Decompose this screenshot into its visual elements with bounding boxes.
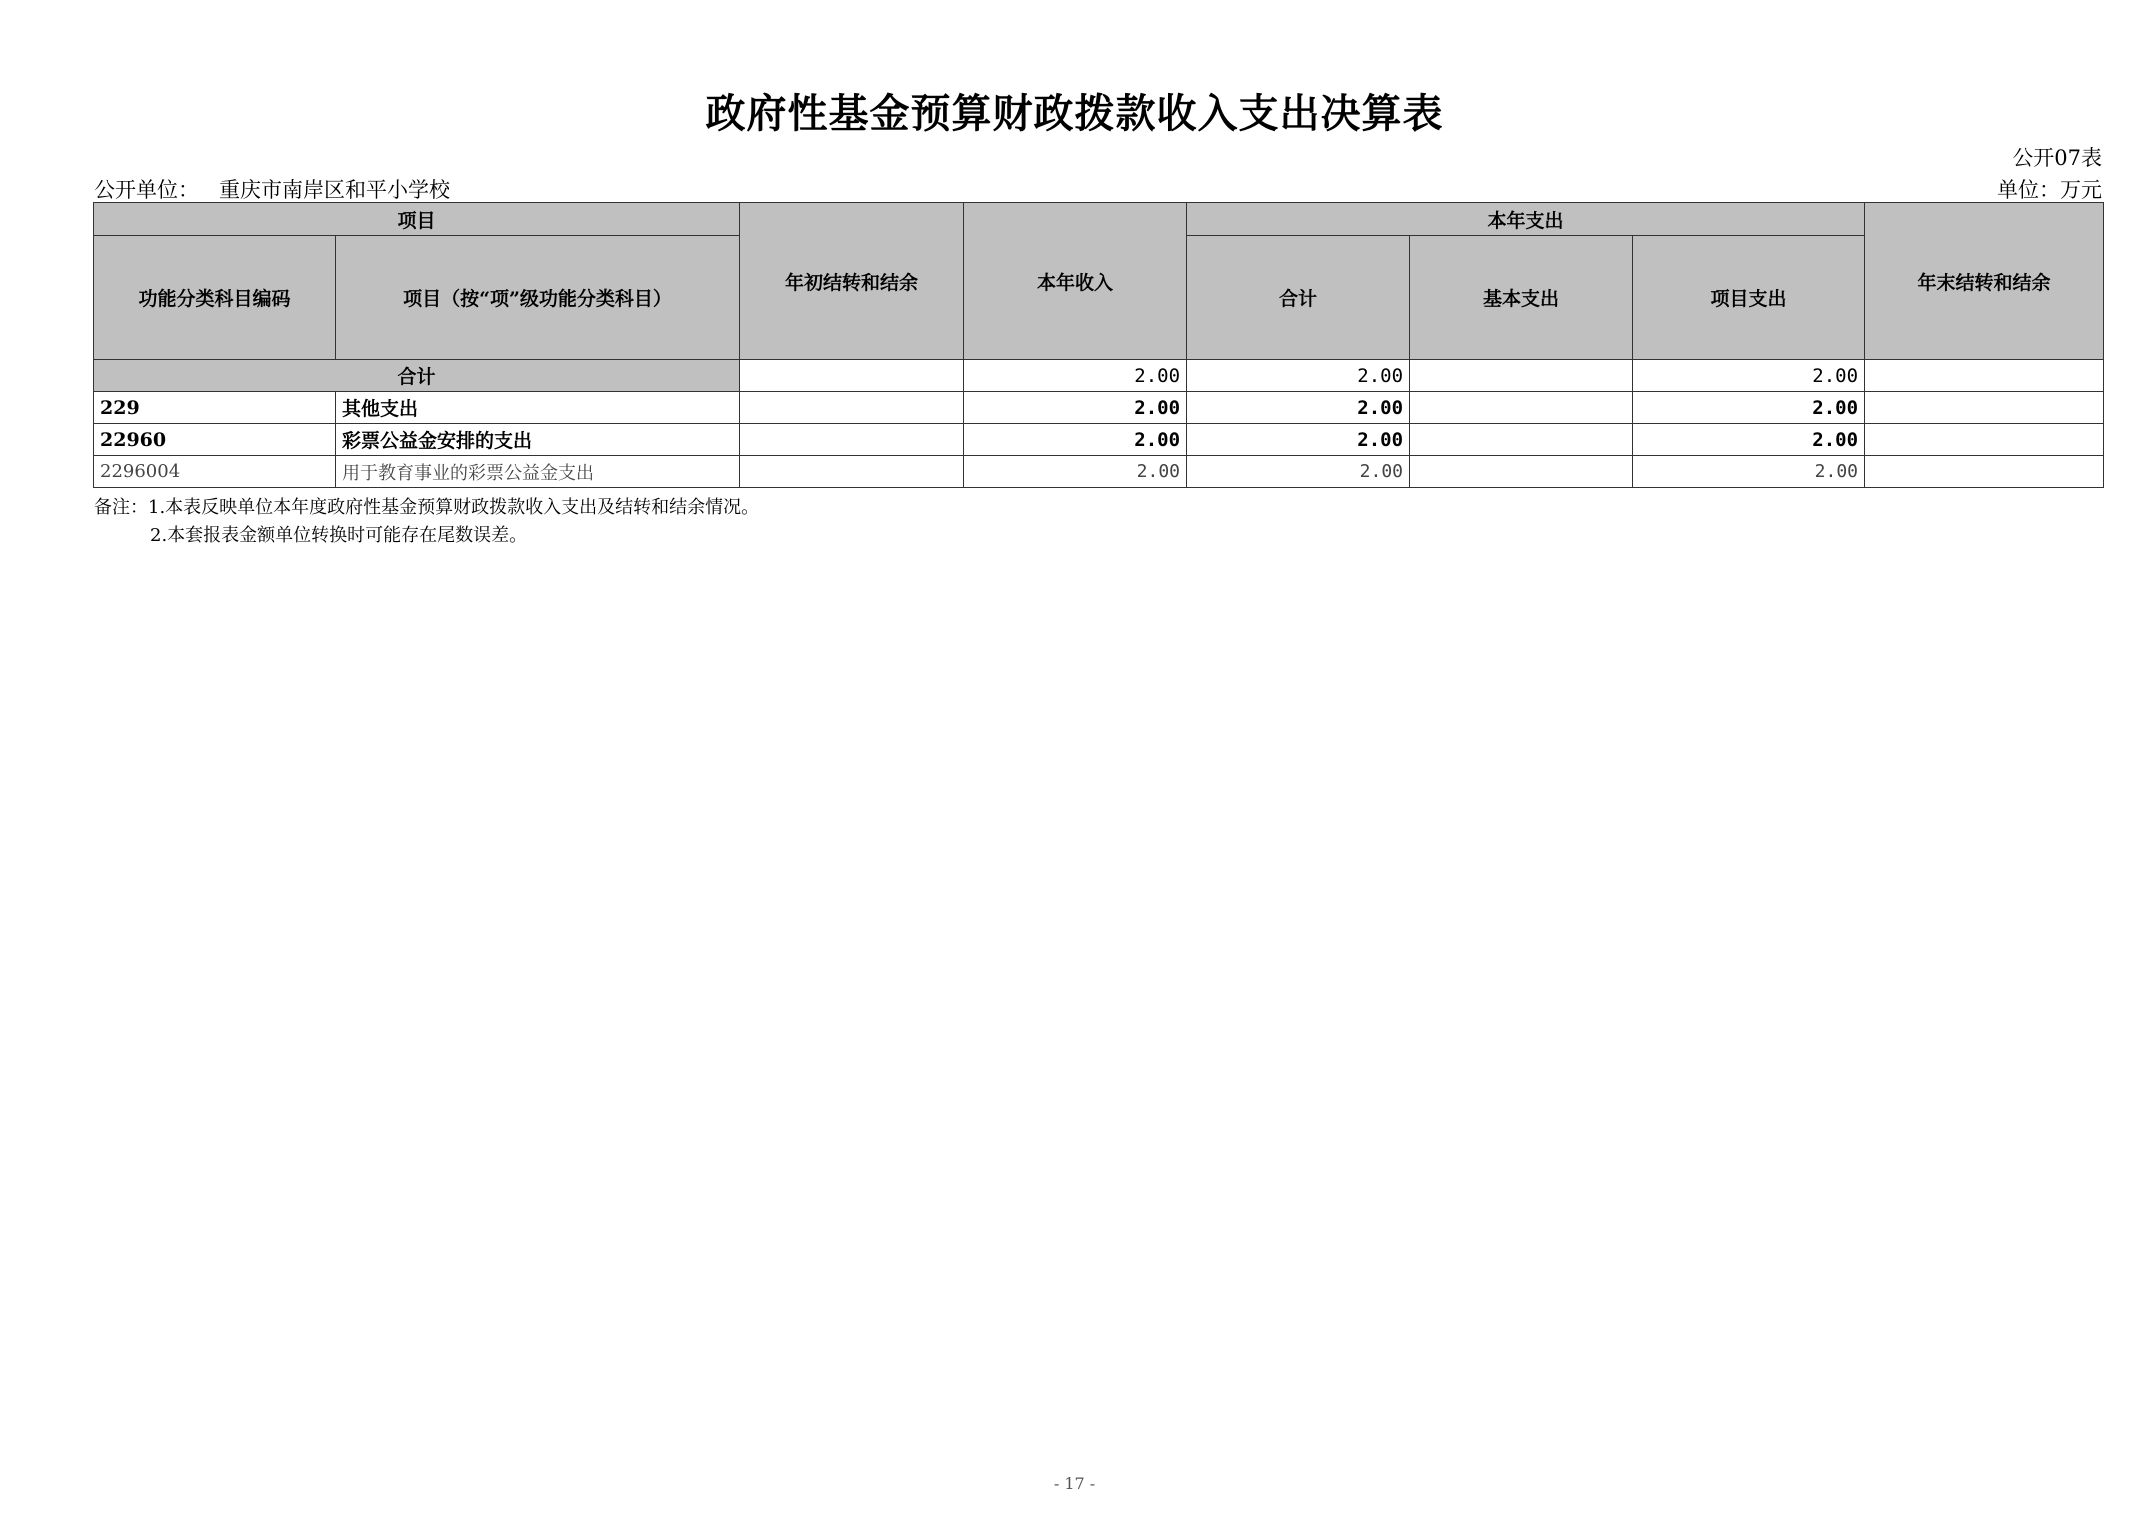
header-name: 项目（按“项”级功能分类科目）: [336, 236, 740, 360]
row-name: 彩票公益金安排的支出: [336, 424, 740, 456]
header-carryover-begin: 年初结转和结余: [740, 203, 964, 360]
header-expense-group: 本年支出: [1187, 203, 1865, 236]
total-exp-project: 2.00: [1633, 360, 1865, 392]
note-line-1: 备注：1.本表反映单位本年度政府性基金预算财政拨款收入支出及结转和结余情况。: [94, 497, 760, 518]
row-exp-project: 2.00: [1633, 392, 1865, 424]
header-code: 功能分类科目编码: [94, 236, 336, 360]
form-number: 公开07表: [2012, 146, 2102, 170]
total-exp-basic: [1410, 360, 1633, 392]
row-carryover-begin: [740, 456, 964, 488]
row-name: 用于教育事业的彩票公益金支出: [336, 456, 740, 488]
total-exp-total: 2.00: [1187, 360, 1410, 392]
row-exp-total: 2.00: [1187, 424, 1410, 456]
row-income: 2.00: [964, 392, 1187, 424]
row-exp-basic: [1410, 424, 1633, 456]
total-income: 2.00: [964, 360, 1187, 392]
unit-label: 公开单位：: [94, 178, 199, 202]
table-row: [94, 424, 2104, 456]
notes: [94, 494, 759, 550]
row-exp-basic: [1410, 456, 1633, 488]
unit-name: 重庆市南岸区和平小学校: [219, 178, 450, 202]
row-income: 2.00: [964, 456, 1187, 488]
total-label: 合计: [94, 360, 740, 392]
row-name: 其他支出: [336, 392, 740, 424]
row-exp-total: 2.00: [1187, 456, 1410, 488]
row-carryover-end: [1865, 456, 2104, 488]
row-exp-project: 2.00: [1633, 456, 1865, 488]
total-carryover-end: [1865, 360, 2104, 392]
header-row-1: [94, 203, 2104, 236]
row-carryover-end: [1865, 424, 2104, 456]
row-income: 2.00: [964, 424, 1187, 456]
row-code: 229: [94, 392, 336, 424]
total-row: [94, 360, 2104, 392]
row-exp-project: 2.00: [1633, 424, 1865, 456]
row-exp-total: 2.00: [1187, 392, 1410, 424]
header-exp-project: 项目支出: [1633, 236, 1865, 360]
currency-unit: 单位：万元: [1997, 178, 2102, 202]
row-carryover-begin: [740, 392, 964, 424]
row-code: 2296004: [94, 456, 336, 488]
header-income: 本年收入: [964, 203, 1187, 360]
header-item: 项目: [94, 203, 740, 236]
header-exp-basic: 基本支出: [1410, 236, 1633, 360]
note-line-2: 2.本套报表金额单位转换时可能存在尾数误差。: [150, 525, 528, 546]
row-carryover-begin: [740, 424, 964, 456]
header-exp-total: 合计: [1187, 236, 1410, 360]
page-number: - 17 -: [1053, 1474, 1096, 1493]
fund-budget-table: [93, 202, 2104, 488]
table-row: [94, 456, 2104, 488]
row-code: 22960: [94, 424, 336, 456]
header-carryover-end: 年末结转和结余: [1865, 203, 2104, 360]
total-carryover-begin: [740, 360, 964, 392]
row-carryover-end: [1865, 392, 2104, 424]
reporting-unit: [94, 174, 450, 204]
row-exp-basic: [1410, 392, 1633, 424]
page-title: 政府性基金预算财政拨款收入支出决算表: [705, 90, 1444, 137]
table-row: [94, 392, 2104, 424]
